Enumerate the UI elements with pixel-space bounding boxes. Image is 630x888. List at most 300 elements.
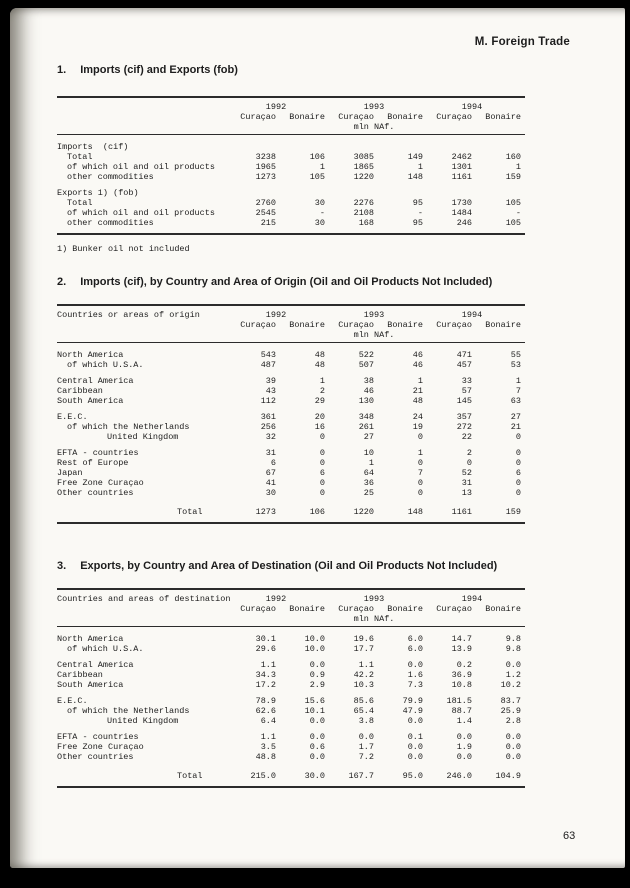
table-row xyxy=(57,670,525,680)
cell-value: 48 xyxy=(412,396,423,406)
table-header xyxy=(57,306,525,343)
cell-value: 2545 xyxy=(255,208,276,218)
year-label: 1994 xyxy=(461,594,483,604)
cell-value: 0.0 xyxy=(407,660,423,670)
cell-value: 78.9 xyxy=(255,696,276,706)
table-header xyxy=(57,98,525,135)
row-label: Total xyxy=(67,152,93,162)
cell-value: 112 xyxy=(260,396,276,406)
unit-label xyxy=(227,330,325,340)
cell-value: 0.1 xyxy=(407,732,423,742)
table-row xyxy=(57,478,525,488)
cell-value: 46 xyxy=(412,360,423,370)
cell-value: 149 xyxy=(407,152,423,162)
cell-value: 47.9 xyxy=(402,706,423,716)
column-row xyxy=(57,112,525,122)
cell-value: 104.9 xyxy=(495,771,521,781)
row-label: Total xyxy=(67,198,93,208)
cell-value: 1.1 xyxy=(260,660,276,670)
column-label: Curaçao xyxy=(240,604,276,614)
cell-value: 95 xyxy=(412,218,423,228)
column-label: Bonaire xyxy=(289,320,325,330)
table-body xyxy=(57,627,525,786)
cell-value: 1220 xyxy=(353,172,374,182)
column-label: Bonaire xyxy=(387,320,423,330)
cell-value: 159 xyxy=(505,507,521,517)
cell-value: - xyxy=(417,208,423,218)
stub-spacer xyxy=(57,122,227,132)
row-label: Other countries xyxy=(57,488,134,498)
row-label: other commodities xyxy=(67,172,154,182)
row-label: Central America xyxy=(57,376,134,386)
unit-label: mln NAf. xyxy=(353,330,395,340)
cell-value: 1 xyxy=(319,162,325,172)
cell-value: 55 xyxy=(510,350,521,360)
column-label: Curaçao xyxy=(240,112,276,122)
cell-value: 1 xyxy=(417,162,423,172)
cell-value: 1.1 xyxy=(358,660,374,670)
cell-value: 1273 xyxy=(255,507,276,517)
cell-value: 2 xyxy=(466,448,472,458)
cell-value: 10.8 xyxy=(451,680,472,690)
cell-value: 46 xyxy=(412,350,423,360)
table-row xyxy=(57,208,525,218)
cell-value: 246.0 xyxy=(446,771,472,781)
stub-spacer xyxy=(57,112,227,122)
cell-value: 1484 xyxy=(451,208,472,218)
cell-value: 10.3 xyxy=(353,680,374,690)
cell-value: 0 xyxy=(319,432,325,442)
year-label: 1993 xyxy=(363,594,385,604)
cell-value: 36 xyxy=(363,478,374,488)
column-label: Curaçao xyxy=(338,604,374,614)
cell-value xyxy=(472,188,521,198)
cell-value: 105 xyxy=(309,172,325,182)
cell-value: 16 xyxy=(314,422,325,432)
cell-value: 48 xyxy=(314,360,325,370)
table-row xyxy=(57,716,525,726)
column-label: Bonaire xyxy=(485,320,521,330)
cell-value: 2760 xyxy=(255,198,276,208)
cell-value: 0.0 xyxy=(309,752,325,762)
cell-value: 261 xyxy=(358,422,374,432)
row-label: EFTA - countries xyxy=(57,448,139,458)
cell-value: 29.6 xyxy=(255,644,276,654)
table-header xyxy=(57,590,525,627)
cell-value: 1.7 xyxy=(358,742,374,752)
row-label: EFTA - countries xyxy=(57,732,139,742)
cell-value: 2 xyxy=(319,386,325,396)
cell-value: 1 xyxy=(368,458,374,468)
cell-value: 0 xyxy=(515,448,521,458)
cell-value: 53 xyxy=(510,360,521,370)
row-label: North America xyxy=(57,634,124,644)
cell-value: 1301 xyxy=(451,162,472,172)
row-label: Rest of Europe xyxy=(57,458,129,468)
cell-value: 64 xyxy=(363,468,374,478)
row-label: South America xyxy=(57,396,124,406)
column-row xyxy=(57,320,525,330)
table-row xyxy=(57,752,525,762)
cell-value: 65.4 xyxy=(353,706,374,716)
stub-header: Countries or areas of origin xyxy=(57,310,200,320)
stub-header: Countries and areas of destination xyxy=(57,594,231,604)
cell-value: 168 xyxy=(358,218,374,228)
cell-value: 160 xyxy=(505,152,521,162)
cell-value: 471 xyxy=(456,350,472,360)
table-exports-by-destination xyxy=(57,588,525,788)
cell-value: 0 xyxy=(417,478,423,488)
cell-value: 1161 xyxy=(451,507,472,517)
cell-value xyxy=(423,142,472,152)
table-row xyxy=(57,448,525,458)
cell-value: 62.6 xyxy=(255,706,276,716)
unit-label xyxy=(423,122,521,132)
chapter-header: M. Foreign Trade xyxy=(474,36,570,48)
cell-value: 25 xyxy=(363,488,374,498)
cell-value: 13.9 xyxy=(451,644,472,654)
column-label: Curaçao xyxy=(240,320,276,330)
section-3-number: 3. xyxy=(57,560,67,572)
cell-value: 0.0 xyxy=(309,716,325,726)
table-row xyxy=(57,468,525,478)
cell-value: 1.9 xyxy=(456,742,472,752)
cell-value: 159 xyxy=(505,172,521,182)
cell-value: 1 xyxy=(417,376,423,386)
cell-value: 46 xyxy=(363,386,374,396)
unit-label: mln NAf. xyxy=(353,614,395,624)
cell-value: 41 xyxy=(265,478,276,488)
table-row xyxy=(57,142,525,152)
year-row xyxy=(57,594,525,604)
cell-value: 88.7 xyxy=(451,706,472,716)
cell-value: 36.9 xyxy=(451,670,472,680)
cell-value: 0.0 xyxy=(505,732,521,742)
column-label: Bonaire xyxy=(289,604,325,614)
cell-value: 19.6 xyxy=(353,634,374,644)
unit-label xyxy=(227,122,325,132)
cell-value: 0.0 xyxy=(407,742,423,752)
cell-value: 1 xyxy=(417,448,423,458)
cell-value: 181.5 xyxy=(446,696,472,706)
cell-value: 0.2 xyxy=(456,660,472,670)
cell-value: 67 xyxy=(265,468,276,478)
column-label: Curaçao xyxy=(436,604,472,614)
row-label: of which the Netherlands xyxy=(67,422,190,432)
cell-value: 31 xyxy=(461,478,472,488)
cell-value: 14.7 xyxy=(451,634,472,644)
cell-value: 22 xyxy=(461,432,472,442)
cell-value: 79.9 xyxy=(402,696,423,706)
cell-value: 457 xyxy=(456,360,472,370)
row-label: of which oil and oil products xyxy=(67,162,215,172)
cell-value: 29 xyxy=(314,396,325,406)
cell-value xyxy=(374,188,423,198)
cell-value: 57 xyxy=(461,386,472,396)
cell-value: 1 xyxy=(515,376,521,386)
unit-label: mln NAf. xyxy=(353,122,395,132)
cell-value: 95.0 xyxy=(402,771,423,781)
cell-value: 30 xyxy=(314,218,325,228)
cell-value: 0 xyxy=(466,458,472,468)
column-label: Bonaire xyxy=(485,604,521,614)
cell-value: 21 xyxy=(412,386,423,396)
cell-value: 48.8 xyxy=(255,752,276,762)
row-label: Other countries xyxy=(57,752,134,762)
cell-value: 487 xyxy=(260,360,276,370)
table-row xyxy=(57,771,525,781)
section-1-heading xyxy=(57,64,625,76)
cell-value: 0.0 xyxy=(309,660,325,670)
cell-value: 1273 xyxy=(255,172,276,182)
cell-value: 3238 xyxy=(255,152,276,162)
cell-value: 1730 xyxy=(451,198,472,208)
cell-value: 1.2 xyxy=(505,670,521,680)
cell-value: 2.8 xyxy=(505,716,521,726)
cell-value xyxy=(423,188,472,198)
cell-value: 0.0 xyxy=(505,660,521,670)
cell-value: 0 xyxy=(515,488,521,498)
stub-spacer xyxy=(57,330,227,340)
column-label: Bonaire xyxy=(387,604,423,614)
cell-value: 522 xyxy=(358,350,374,360)
table-row xyxy=(57,706,525,716)
cell-value: 27 xyxy=(510,412,521,422)
section-2-number: 2. xyxy=(57,276,67,288)
cell-value: 1220 xyxy=(353,507,374,517)
cell-value: 43 xyxy=(265,386,276,396)
table-row xyxy=(57,507,525,517)
cell-value: 39 xyxy=(265,376,276,386)
cell-value: 25.9 xyxy=(500,706,521,716)
year-label: 1992 xyxy=(265,594,287,604)
cell-value: 24 xyxy=(412,412,423,422)
year-label: 1992 xyxy=(265,102,287,112)
cell-value: 9.8 xyxy=(505,644,521,654)
cell-value: 1.1 xyxy=(260,732,276,742)
cell-value: 543 xyxy=(260,350,276,360)
table-row xyxy=(57,422,525,432)
cell-value: 1 xyxy=(515,162,521,172)
cell-value: 148 xyxy=(407,172,423,182)
cell-value: 6 xyxy=(270,458,276,468)
table-row xyxy=(57,218,525,228)
cell-value: 1865 xyxy=(353,162,374,172)
row-label: South America xyxy=(57,680,124,690)
cell-value: 7.3 xyxy=(407,680,423,690)
cell-value: 0 xyxy=(319,458,325,468)
table-row xyxy=(57,634,525,644)
column-label: Curaçao xyxy=(436,112,472,122)
cell-value xyxy=(227,142,276,152)
column-label: Curaçao xyxy=(338,112,374,122)
cell-value: 145 xyxy=(456,396,472,406)
cell-value: 0.9 xyxy=(309,670,325,680)
cell-value xyxy=(325,188,374,198)
table-row xyxy=(57,488,525,498)
cell-value: 27 xyxy=(363,432,374,442)
paper-sheet xyxy=(10,8,625,868)
cell-value xyxy=(374,142,423,152)
cell-value: 10.2 xyxy=(500,680,521,690)
cell-value: 13 xyxy=(461,488,472,498)
cell-value: 2276 xyxy=(353,198,374,208)
row-label: of which oil and oil products xyxy=(67,208,215,218)
page-content xyxy=(10,8,625,868)
cell-value: 1161 xyxy=(451,172,472,182)
cell-value: 10.0 xyxy=(304,644,325,654)
cell-value: 1 xyxy=(319,376,325,386)
row-label: Free Zone Curaçao xyxy=(57,742,144,752)
cell-value: 148 xyxy=(407,507,423,517)
row-label: Total xyxy=(177,771,203,781)
unit-label xyxy=(423,330,521,340)
cell-value: 0 xyxy=(515,432,521,442)
cell-value: 20 xyxy=(314,412,325,422)
cell-value: 272 xyxy=(456,422,472,432)
cell-value: 0.0 xyxy=(505,742,521,752)
section-2-title: Imports (cif), by Country and Area of Origin (Oil and Oil Products Not Included) xyxy=(80,276,493,288)
cell-value: 3.8 xyxy=(358,716,374,726)
table-body xyxy=(57,343,525,522)
column-label: Bonaire xyxy=(485,112,521,122)
cell-value: 2108 xyxy=(353,208,374,218)
cell-value: 9.8 xyxy=(505,634,521,644)
stub-header xyxy=(57,102,227,112)
row-label: of which U.S.A. xyxy=(67,644,144,654)
cell-value: 361 xyxy=(260,412,276,422)
cell-value: 1965 xyxy=(255,162,276,172)
cell-value: 48 xyxy=(314,350,325,360)
row-label: Caribbean xyxy=(57,386,103,396)
table-row xyxy=(57,350,525,360)
cell-value: 507 xyxy=(358,360,374,370)
cell-value: 6.0 xyxy=(407,634,423,644)
table-row xyxy=(57,396,525,406)
row-label: of which U.S.A. xyxy=(67,360,144,370)
table-body xyxy=(57,135,525,233)
table-row xyxy=(57,376,525,386)
row-label: E.E.C. xyxy=(57,412,88,422)
unit-label xyxy=(423,614,521,624)
cell-value: 0.6 xyxy=(309,742,325,752)
cell-value: 0 xyxy=(417,432,423,442)
table-row xyxy=(57,458,525,468)
unit-row xyxy=(57,122,525,132)
cell-value: 0 xyxy=(319,448,325,458)
section-1-number: 1. xyxy=(57,64,67,76)
cell-value: 30 xyxy=(265,488,276,498)
cell-value: 1.4 xyxy=(456,716,472,726)
row-label: United Kingdom xyxy=(107,432,179,442)
section-2-heading xyxy=(57,276,625,288)
cell-value: 52 xyxy=(461,468,472,478)
table-row xyxy=(57,732,525,742)
cell-value xyxy=(227,188,276,198)
cell-value: 246 xyxy=(456,218,472,228)
table-row xyxy=(57,696,525,706)
cell-value: 63 xyxy=(510,396,521,406)
cell-value: 0.0 xyxy=(407,716,423,726)
cell-value: 34.3 xyxy=(255,670,276,680)
table-row xyxy=(57,432,525,442)
row-label: Central America xyxy=(57,660,134,670)
row-label: Total xyxy=(177,507,203,517)
cell-value: 0.0 xyxy=(358,732,374,742)
cell-value: 33 xyxy=(461,376,472,386)
column-label: Curaçao xyxy=(436,320,472,330)
cell-value: 215 xyxy=(260,218,276,228)
cell-value: 6.0 xyxy=(407,644,423,654)
footnote: 1) Bunker oil not included xyxy=(57,244,190,254)
cell-value: 1.6 xyxy=(407,670,423,680)
cell-value: 256 xyxy=(260,422,276,432)
cell-value: 0 xyxy=(417,458,423,468)
cell-value: 0 xyxy=(515,458,521,468)
cell-value: 105 xyxy=(505,218,521,228)
cell-value: 83.7 xyxy=(500,696,521,706)
table-row xyxy=(57,172,525,182)
table-row xyxy=(57,680,525,690)
row-label: Caribbean xyxy=(57,670,103,680)
year-label: 1993 xyxy=(363,310,385,320)
cell-value: 10.1 xyxy=(304,706,325,716)
cell-value: 348 xyxy=(358,412,374,422)
cell-value: 130 xyxy=(358,396,374,406)
cell-value: 0 xyxy=(515,478,521,488)
year-label: 1994 xyxy=(461,102,483,112)
section-3-title: Exports, by Country and Area of Destination (Oil and Oil Products Not Included) xyxy=(80,560,498,572)
cell-value: 7.2 xyxy=(358,752,374,762)
cell-value: 30 xyxy=(314,198,325,208)
section-3-heading xyxy=(57,560,625,572)
stub-spacer xyxy=(57,320,227,330)
cell-value: 6 xyxy=(319,468,325,478)
cell-value: 215.0 xyxy=(250,771,276,781)
cell-value: 0 xyxy=(319,488,325,498)
table-row xyxy=(57,198,525,208)
cell-value: 85.6 xyxy=(353,696,374,706)
table-imports-exports xyxy=(57,96,525,235)
cell-value: 7 xyxy=(417,468,423,478)
cell-value xyxy=(276,188,325,198)
cell-value: 0 xyxy=(319,478,325,488)
unit-row xyxy=(57,330,525,340)
table-imports-by-origin xyxy=(57,304,525,524)
row-label: Japan xyxy=(57,468,83,478)
column-label: Bonaire xyxy=(387,112,423,122)
cell-value: 21 xyxy=(510,422,521,432)
cell-value: 106 xyxy=(309,507,325,517)
cell-value: 17.2 xyxy=(255,680,276,690)
cell-value: 6 xyxy=(515,468,521,478)
year-row xyxy=(57,102,525,112)
cell-value: 3085 xyxy=(353,152,374,162)
cell-value: 106 xyxy=(309,152,325,162)
column-label: Bonaire xyxy=(289,112,325,122)
cell-value: 30.0 xyxy=(304,771,325,781)
cell-value: - xyxy=(319,208,325,218)
cell-value: 3.5 xyxy=(260,742,276,752)
cell-value: 15.6 xyxy=(304,696,325,706)
row-label: Free Zone Curaçao xyxy=(57,478,144,488)
cell-value: 32 xyxy=(265,432,276,442)
table-row xyxy=(57,152,525,162)
cell-value: 0.0 xyxy=(456,732,472,742)
row-label: E.E.C. xyxy=(57,696,88,706)
cell-value: 0 xyxy=(417,488,423,498)
row-label: of which the Netherlands xyxy=(67,706,190,716)
